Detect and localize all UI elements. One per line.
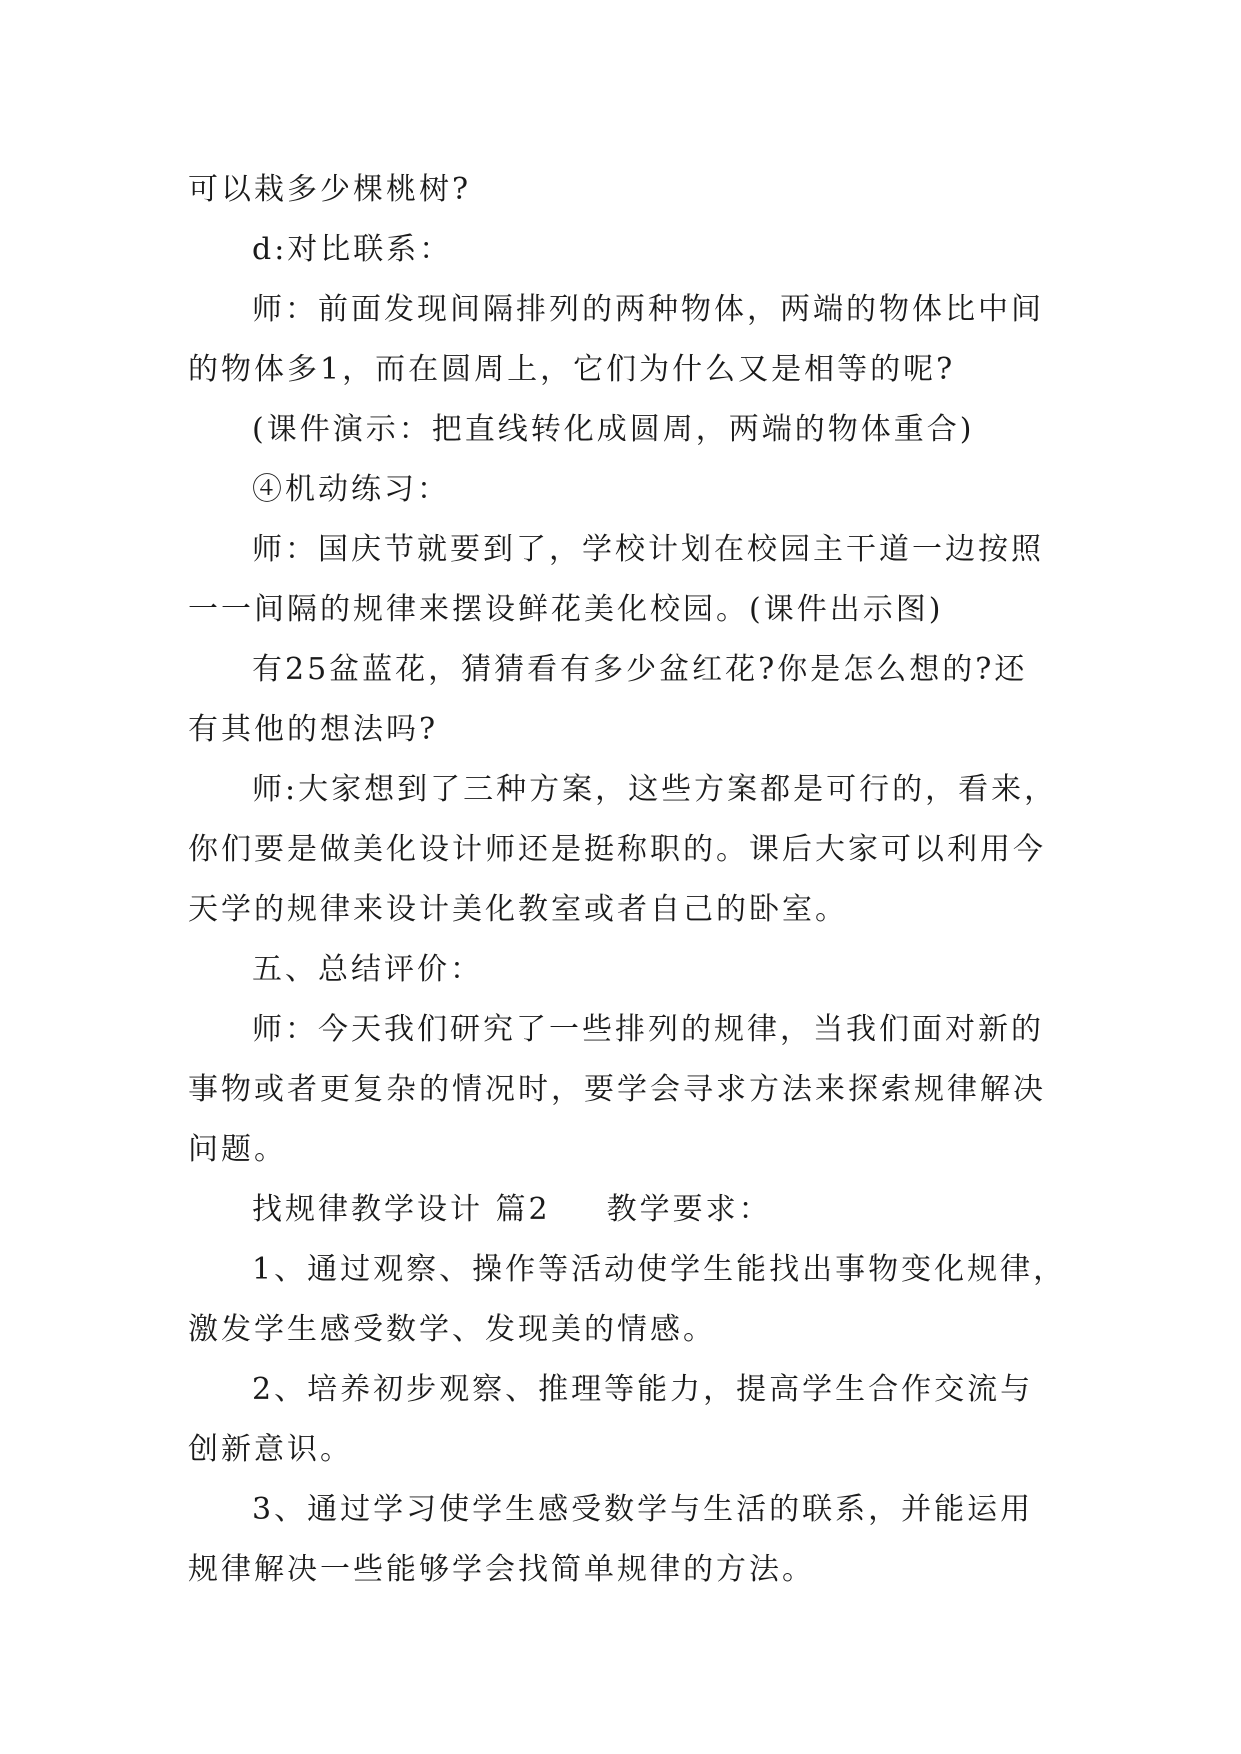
text-line: 师：前面发现间隔排列的两种物体，两端的物体比中间 — [252, 292, 1044, 327]
text-line: 问题。 — [188, 1132, 287, 1167]
document-body — [188, 160, 1068, 1600]
text-line: 激发学生感受数学、发现美的情感。 — [188, 1312, 716, 1347]
text-line: 有其他的想法吗? — [188, 712, 439, 747]
text-line: 师：国庆节就要到了，学校计划在校园主干道一边按照 — [252, 532, 1044, 567]
text-line: 有25盆蓝花，猜猜看有多少盆红花?你是怎么想的?还 — [252, 652, 1028, 687]
teaching-requirements-label: 教学要求： — [606, 1192, 772, 1227]
text-line: 2、培养初步观察、推理等能力，提高学生合作交流与 — [252, 1372, 1034, 1407]
text-line: 天学的规律来设计美化教室或者自己的卧室。 — [188, 892, 848, 927]
text-line: ④机动练习： — [252, 472, 450, 507]
text-line: d:对比联系： — [252, 232, 453, 267]
article-heading-line — [188, 1180, 1068, 1240]
article-heading: 找规律教学设计 篇2 — [252, 1192, 551, 1227]
section-heading: 五、总结评价： — [252, 952, 483, 987]
text-line: 可以栽多少棵桃树? — [188, 172, 472, 207]
text-line: 事物或者更复杂的情况时，要学会寻求方法来探索规律解决 — [188, 1072, 1046, 1107]
text-line: (课件演示：把直线转化成圆周，两端的物体重合) — [252, 412, 975, 447]
text-line: 规律解决一些能够学会找简单规律的方法。 — [188, 1552, 815, 1587]
text-line: 师:大家想到了三种方案，这些方案都是可行的，看来， — [252, 772, 1058, 807]
text-line: 创新意识。 — [188, 1432, 353, 1467]
text-line: 你们要是做美化设计师还是挺称职的。课后大家可以利用今 — [188, 832, 1046, 867]
text-line: 师：今天我们研究了一些排列的规律，当我们面对新的 — [252, 1012, 1044, 1047]
text-line: 3、通过学习使学生感受数学与生活的联系，并能运用 — [252, 1492, 1034, 1527]
text-line: 一一间隔的规律来摆设鲜花美化校园。(课件出示图) — [188, 592, 944, 627]
text-line: 的物体多1，而在圆周上，它们为什么又是相等的呢? — [188, 352, 956, 387]
text-line: 1、通过观察、操作等活动使学生能找出事物变化规律， — [252, 1252, 1067, 1287]
